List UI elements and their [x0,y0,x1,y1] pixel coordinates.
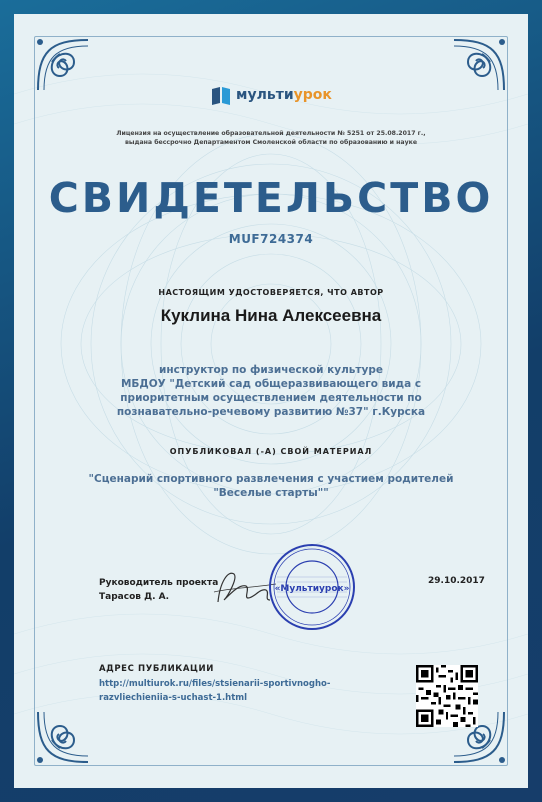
certifies-text: НАСТОЯЩИМ УДОСТОВЕРЯЕТСЯ, ЧТО АВТОР [158,288,384,297]
position-line: приоритетным осуществлением деятельности по [120,392,422,404]
license-text [74,129,468,147]
publication-url-line[interactable]: razvliechieniia-s-uchast-1.html [99,693,248,703]
author-name: Куклина Нина Алексеевна [160,306,382,325]
official-stamp [267,542,357,632]
book-logo-icon [210,84,232,106]
logo-wordmark-part2: урок [293,87,332,103]
material-line: "Веселые старты"" [213,487,329,499]
certificate-id: MUF724374 [228,232,314,246]
position-line: познавательно-речевому развитию №37" г.Курска [116,406,426,418]
issue-date: 29.10.2017 [428,576,485,586]
corner-ornament-icon [30,704,96,770]
position-line: инструктор по физической культуре [158,364,383,376]
publication-url-line[interactable]: http://multiurok.ru/files/stsienarii-sportivnogho- [99,679,331,689]
certificate-title: СВИДЕТЕЛЬСТВО [48,174,494,222]
stamp-text: «Мультиурок» [274,584,350,594]
author-position [104,363,438,419]
position-line: МБДОУ "Детский сад общеразвивающего вида с [120,378,422,390]
material-title [84,472,458,500]
material-line: "Сценарий спортивного развлечения с участием родителей [88,473,454,485]
signer-block [99,576,218,604]
license-line: Лицензия на осуществление образовательной деятельности № 5251 от 25.08.2017 г., [116,130,426,137]
signer-role: Руководитель проекта [99,578,219,588]
license-line: выдана бессрочно Департаментом Смоленской области по образованию и науке [124,139,418,146]
publication-url[interactable] [99,677,389,705]
logo-wordmark-part1: мульти [236,87,294,103]
certificate-sheet [14,14,528,788]
signer-name: Тарасов Д. А. [99,592,170,602]
publication-label: АДРЕС ПУБЛИКАЦИИ [99,664,214,674]
brand-logo [14,84,528,106]
qr-code [416,665,478,727]
logo-wordmark [236,87,332,103]
published-text: ОПУБЛИКОВАЛ (-А) СВОЙ МАТЕРИАЛ [169,447,373,456]
